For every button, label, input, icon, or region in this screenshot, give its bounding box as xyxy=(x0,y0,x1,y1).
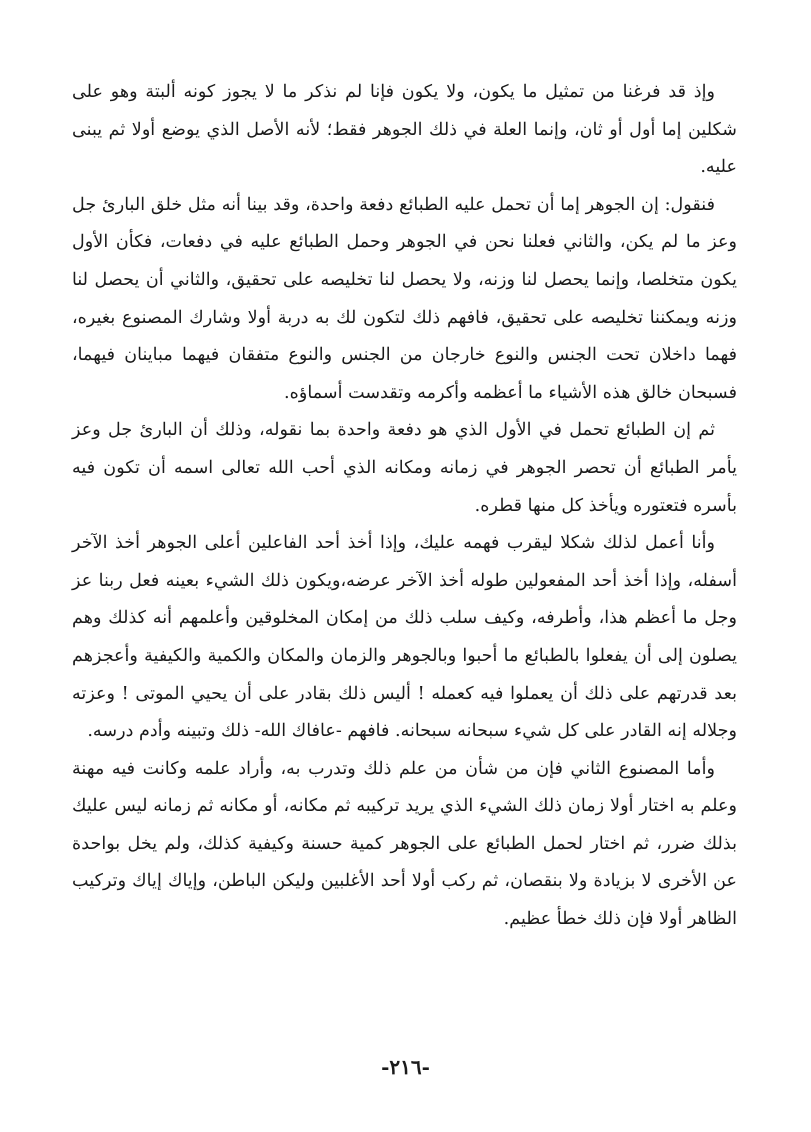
paragraph-2: فنقول: إن الجوهر إما أن تحمل عليه الطبائع دفعة واحدة، وقد بينا أنه مثل خلق البارئ جل وعز ما لم يكن، والثاني فعلنا نحن في الجوهر وحمل الطبائع عليه في دفعات، فكأن الأول يكون متخلصا، وإنما يحصل لنا وزنه، ولا يحصل لنا تخليصه على تحقيق، والثاني أن يحصل لنا وزنه ويمكننا تخليصه على تحقيق، فافهم ذلك لتكون لك به دربة أولا وشارك المصنوع بغيره، فهما داخلان تحت الجنس والنوع خارجان من الجنس والنوع متفقان فيهما مباينان فيهما، فسبحان خالق هذه الأشياء ما أعظمه وأكرمه وتقدست أسماؤه. xyxy=(72,194,737,403)
paragraph-5: وأما المصنوع الثاني فإن من شأن من علم ذلك وتدرب به، وأراد علمه وكانت فيه مهنة وعلم به اختار أولا زمان ذلك الشيء الذي يريد تركيبه ثم مكانه، أو مكانه ثم زمانه ليس عليك بذلك ضرر، ثم اختار لحمل الطبائع على الجوهر كمية حسنة وكيفية كذلك، ولم يخل بواحدة عن الأخرى لا بزيادة ولا بنقصان، ثم ركب أولا أحد الأغلبين وليكن الباطن، وإياك إياك وتركيب الظاهر أولا فإن ذلك خطأ عظيم. xyxy=(72,758,737,930)
paragraph-1: وإذ قد فرغنا من تمثيل ما يكون، ولا يكون فإنا لم نذكر ما لا يجوز كونه ألبتة وهو على شكلين إما أول أو ثان، وإنما العلة في ذلك الجوهر فقط؛ لأنه الأصل الذي يوضع أولا ثم يبنى عليه. xyxy=(72,82,737,178)
paragraph-3: ثم إن الطبائع تحمل في الأول الذي هو دفعة واحدة بما نقوله، وذلك أن البارئ جل وعز يأمر الطبائع أن تحصر الجوهر في زمانه ومكانه الذي أحب الله تعالى اسمه أن تكون فيه بأسره فتعتوره ويأخذ كل منها قطره. xyxy=(72,420,737,516)
paragraph-4: وأنا أعمل لذلك شكلا ليقرب فهمه عليك، وإذا أخذ أحد الفاعلين أعلى الجوهر أخذ الآخر أسفله، وإذا أخذ أحد المفعولين طوله أخذ الآخر عرضه،ويكون ذلك الشيء بعينه فعل ربنا عز وجل ما أعظم هذا، وأطرفه، وكيف سلب ذلك من إمكان المخلوقين وأعلمهم أنه كذلك وهم يصلون إلى أن يفعلوا بالطبائع ما أحبوا وبالجوهر والزمان والمكان والكمية والكيفية وأعجزهم بعد قدرتهم على ذلك أن يعملوا فيه كعمله ! أليس ذلك بقادر على أن يحيي الموتى ! وعزته وجلاله إنه القادر على كل شيء سبحانه سبحانه. فافهم -عافاك الله- ذلك وتبينه وأدم درسه. xyxy=(72,533,737,742)
page-body xyxy=(72,74,737,939)
page-number: -٢١٦- xyxy=(381,1055,430,1079)
